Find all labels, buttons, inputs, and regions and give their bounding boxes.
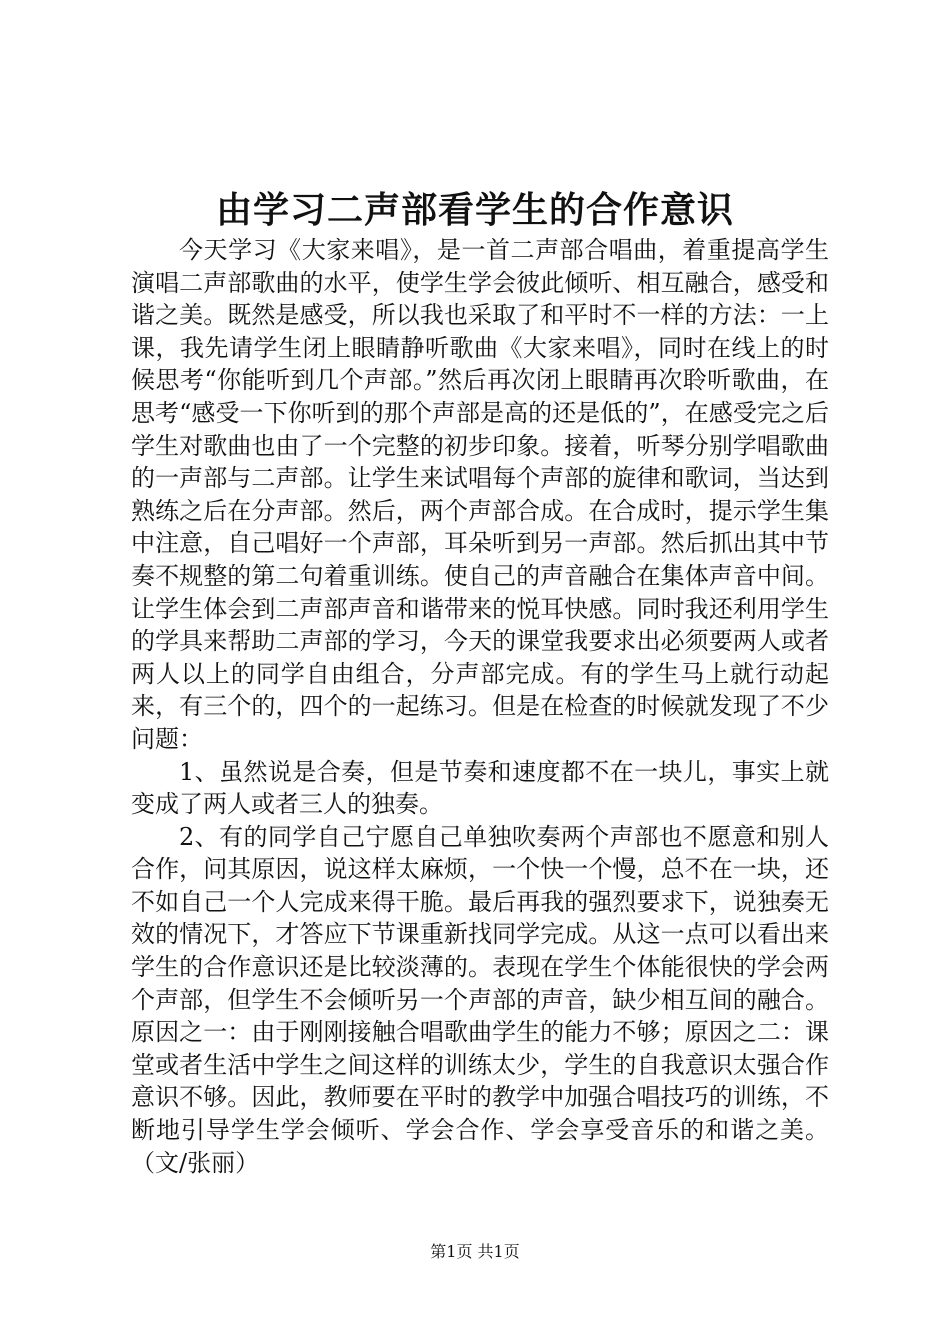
paragraph-intro: 今天学习《大家来唱》，是一首二声部合唱曲，着重提高学生演唱二声部歌曲的水平，使学生学会彼此倾听、相互融合，感受和谐之美。既然是感受，所以我也采取了和平时不一样的方法：一上课，我先请学生闭上眼睛静听歌曲《大家来唱》，同时在线上的时候思考“你能听到几个声部。”然后再次闭上眼睛再次聆听歌曲，在思考“感受一下你听到的那个声部是高的还是低的”，在感受完之后学生对歌曲也由了一个完整的初步印象。接着，听琴分别学唱歌曲的一声部与二声部。让学生来试唱每个声部的旋律和歌词，当达到熟练之后在分声部。然后，两个声部合成。在合成时，提示学生集中注意，自己唱好一个声部，耳朵听到另一声部。然后抓出其中节奏不规整的第二句着重训练。使自己的声音融合在集体声音中间。让学生体会到二声部声音和谐带来的悦耳快感。同时我还利用学生的学具来帮助二声部的学习，今天的课堂我要求出必须要两人或者两人以上的同学自由组合，分声部完成。有的学生马上就行动起来，有三个的，四个的一起练习。但是在检查的时候就发现了不少问题： [131,236,829,753]
paragraph-point-1: 1、虽然说是合奏，但是节奏和速度都不在一块儿，事实上就变成了两人或者三人的独奏。 [131,757,829,819]
page-number-footer: 第1页 共1页 [430,1242,520,1261]
document-body [131,234,829,1179]
document-title: 由学习二声部看学生的合作意识 [215,189,734,231]
paragraph-point-2: 2、有的同学自己宁愿自己单独吹奏两个声部也不愿意和别人合作，问其原因，说这样太麻烦，一个快一个慢，总不在一块，还不如自己一个人完成来得干脆。最后再我的强烈要求下，说独奏无效的情况下，才答应下节课重新找同学完成。从这一点可以看出来学生的合作意识还是比较淡薄的。表现在学生个体能很快的学会两个声部，但学生不会倾听另一个声部的声音，缺少相互间的融合。原因之一：由于刚刚接触合唱歌曲学生的能力不够；原因之二：课堂或者生活中学生之间这样的训练太少，学生的自我意识太强合作意识不够。因此，教师要在平时的教学中加强合唱技巧的训练，不断地引导学生学会倾听、学会合作、学会享受音乐的和谐之美。（文/张丽） [131,822,829,1177]
